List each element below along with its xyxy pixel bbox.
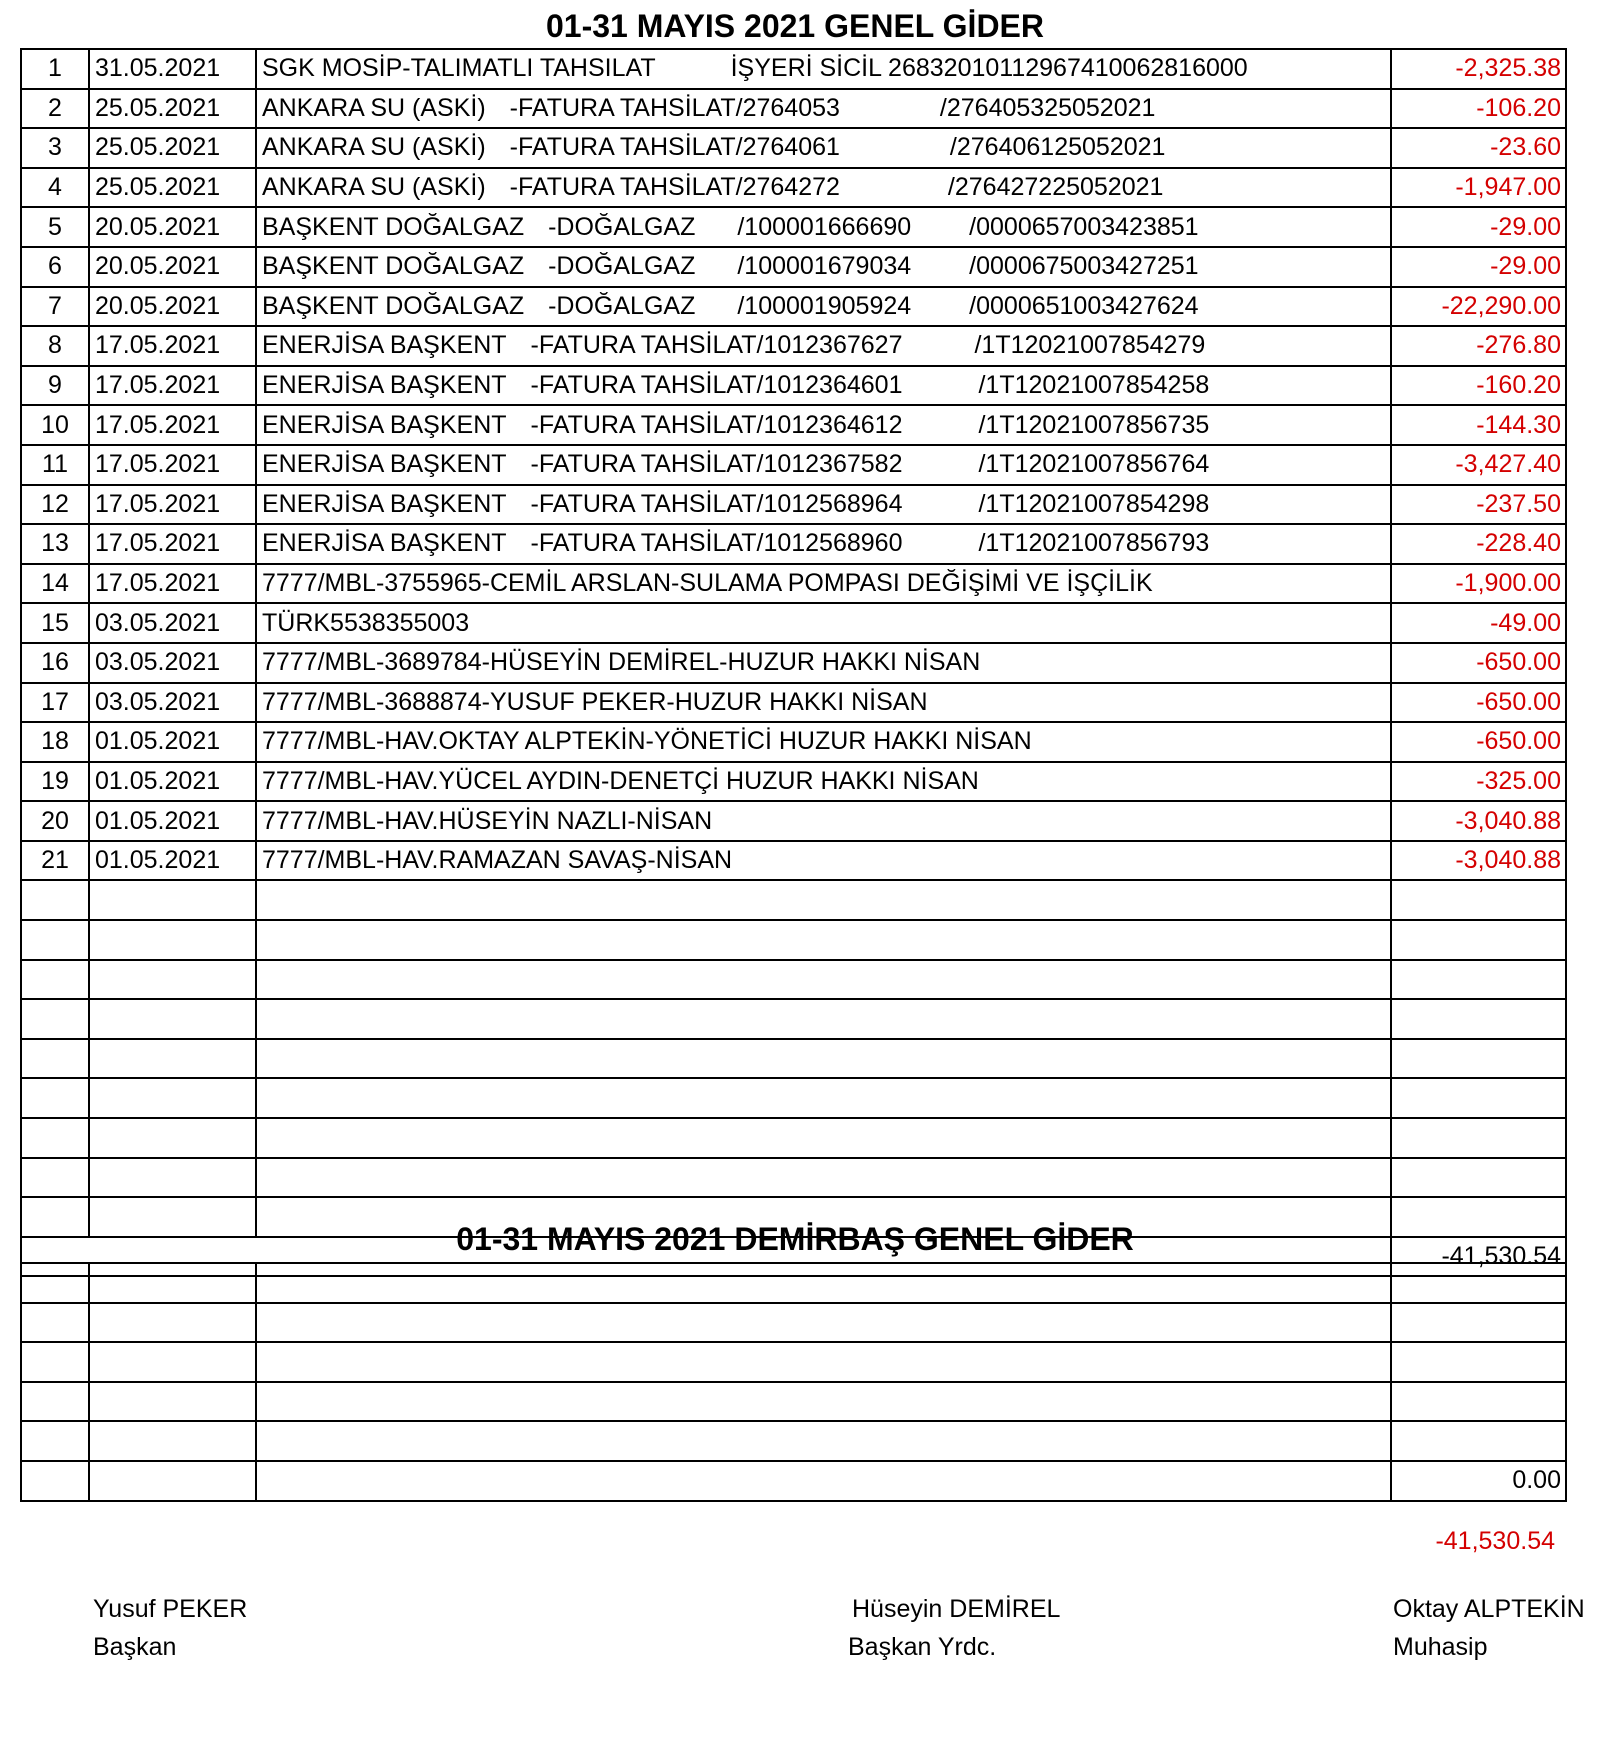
row-description: [256, 89, 1391, 129]
total-row: [21, 1461, 1566, 1501]
table-row: [21, 485, 1566, 525]
row-description: [256, 1461, 1391, 1501]
row-number: [21, 960, 89, 1000]
row-description: [256, 326, 1391, 366]
row-amount: -650.00: [1391, 643, 1566, 683]
empty-row: [21, 1342, 1566, 1382]
row-date: 20.05.2021: [89, 207, 256, 247]
row-number: 11: [21, 445, 89, 485]
row-number: 15: [21, 603, 89, 643]
empty-row: [21, 1118, 1566, 1158]
row-date: 31.05.2021: [89, 49, 256, 89]
description-segment: -DOĞALGAZ: [548, 252, 696, 281]
row-date: 25.05.2021: [89, 128, 256, 168]
row-date: 01.05.2021: [89, 841, 256, 881]
signature-role: Muhasip: [1393, 1633, 1488, 1661]
signature-role: Başkan: [93, 1633, 177, 1661]
row-number: 3: [21, 128, 89, 168]
description-segment: /0000651003427624: [969, 291, 1199, 320]
row-description: [256, 841, 1391, 881]
row-description: [256, 643, 1391, 683]
row-number: [21, 1461, 89, 1501]
row-description: [256, 564, 1391, 604]
row-date: 17.05.2021: [89, 445, 256, 485]
empty-row: [21, 1263, 1566, 1303]
fixed-total: 0.00: [1391, 1461, 1566, 1501]
row-date: 20.05.2021: [89, 247, 256, 287]
description-segment: -DOĞALGAZ: [548, 212, 696, 241]
description-segment: /276427225052021: [947, 173, 1164, 202]
table-row: [21, 603, 1566, 643]
row-amount: -23.60: [1391, 128, 1566, 168]
description-segment: /100001679034: [737, 252, 912, 281]
row-date: [89, 1263, 256, 1303]
row-amount: -650.00: [1391, 722, 1566, 762]
table-row: [21, 207, 1566, 247]
table-row: [21, 445, 1566, 485]
row-number: [21, 1263, 89, 1303]
row-date: [89, 920, 256, 960]
description-segment: BAŞKENT DOĞALGAZ: [262, 291, 525, 320]
general-expense-title: 01-31 MAYIS 2021 GENEL GİDER: [546, 8, 1044, 44]
table-row: [21, 128, 1566, 168]
row-number: [21, 1303, 89, 1343]
row-description: [256, 1118, 1391, 1158]
description-segment: /100001666690: [737, 212, 912, 241]
row-date: 25.05.2021: [89, 168, 256, 208]
row-number: 8: [21, 326, 89, 366]
row-amount: -160.20: [1391, 366, 1566, 406]
row-description: [256, 960, 1391, 1000]
table-row: [21, 722, 1566, 762]
row-date: [89, 960, 256, 1000]
row-date: [89, 1461, 256, 1501]
signature-role: Başkan Yrdc.: [848, 1633, 997, 1661]
row-number: [21, 1382, 89, 1422]
row-date: 25.05.2021: [89, 89, 256, 129]
row-amount: [1391, 880, 1566, 920]
general-expense-table: [20, 48, 1567, 1277]
row-amount: -325.00: [1391, 762, 1566, 802]
row-date: [89, 999, 256, 1039]
table-row: [21, 49, 1566, 89]
row-amount: [1391, 1303, 1566, 1343]
description-segment: 7777/MBL-3755965-CEMİL ARSLAN-SULAMA POMPASI DEĞİŞİMİ VE İŞÇİLİK: [262, 569, 1153, 598]
row-date: [89, 1421, 256, 1461]
row-description: [256, 287, 1391, 327]
row-amount: -1,947.00: [1391, 168, 1566, 208]
fixed-asset-expense-title: 01-31 MAYIS 2021 DEMİRBAŞ GENEL GİDER: [456, 1221, 1134, 1257]
row-description: [256, 762, 1391, 802]
row-description: [256, 801, 1391, 841]
row-number: [21, 920, 89, 960]
row-number: [21, 1078, 89, 1118]
row-description: [256, 128, 1391, 168]
row-description: [256, 1263, 1391, 1303]
row-date: 17.05.2021: [89, 326, 256, 366]
row-amount: [1391, 920, 1566, 960]
table-row: [21, 683, 1566, 723]
row-amount: [1391, 1382, 1566, 1422]
row-number: 12: [21, 485, 89, 525]
description-segment: /1T12021007854258: [978, 371, 1210, 400]
table-row: [21, 247, 1566, 287]
row-amount: -3,040.88: [1391, 841, 1566, 881]
row-description: [256, 1078, 1391, 1118]
row-description: [256, 603, 1391, 643]
row-description: [256, 999, 1391, 1039]
table-row: [21, 326, 1566, 366]
row-description: [256, 524, 1391, 564]
empty-row: [21, 999, 1566, 1039]
row-number: 5: [21, 207, 89, 247]
row-number: 1: [21, 49, 89, 89]
description-segment: ENERJİSA BAŞKENT: [262, 331, 507, 360]
description-segment: TÜRK5538355003: [262, 608, 470, 637]
table-row: [21, 841, 1566, 881]
row-date: [89, 1382, 256, 1422]
empty-row: [21, 1158, 1566, 1198]
empty-row: [21, 960, 1566, 1000]
table-row: [21, 89, 1566, 129]
row-description: [256, 207, 1391, 247]
description-segment: ENERJİSA BAŞKENT: [262, 529, 507, 558]
signature-president: [93, 1590, 247, 1666]
row-number: [21, 1158, 89, 1198]
table-row: [21, 366, 1566, 406]
row-number: [21, 1039, 89, 1079]
row-description: [256, 1303, 1391, 1343]
table-row: [21, 801, 1566, 841]
description-segment: -FATURA TAHSİLAT/2764061: [509, 133, 840, 162]
empty-row: [21, 1078, 1566, 1118]
description-segment: 7777/MBL-HAV.HÜSEYİN NAZLI-NİSAN: [262, 806, 713, 835]
row-date: [89, 1078, 256, 1118]
row-number: 13: [21, 524, 89, 564]
row-amount: [1391, 1078, 1566, 1118]
row-date: 01.05.2021: [89, 722, 256, 762]
row-amount: [1391, 1158, 1566, 1198]
row-description: [256, 1342, 1391, 1382]
description-segment: /1T12021007856793: [978, 529, 1210, 558]
description-segment: -FATURA TAHSİLAT/1012364612: [530, 410, 903, 439]
row-date: [89, 1118, 256, 1158]
row-date: [89, 1303, 256, 1343]
description-segment: -FATURA TAHSİLAT/1012568960: [530, 529, 903, 558]
empty-row: [21, 1039, 1566, 1079]
row-number: [21, 1342, 89, 1382]
row-amount: -3,040.88: [1391, 801, 1566, 841]
signature-name: Yusuf PEKER: [93, 1595, 248, 1623]
row-description: [256, 1039, 1391, 1079]
row-description: [256, 366, 1391, 406]
table-row: [21, 643, 1566, 683]
description-segment: 7777/MBL-3688874-YUSUF PEKER-HUZUR HAKKI NİSAN: [262, 687, 928, 716]
description-segment: /1T12021007854298: [978, 489, 1210, 518]
row-number: 6: [21, 247, 89, 287]
row-date: 17.05.2021: [89, 485, 256, 525]
row-amount: -29.00: [1391, 247, 1566, 287]
description-segment: /1T12021007856764: [978, 450, 1210, 479]
row-amount: [1391, 960, 1566, 1000]
empty-row: [21, 920, 1566, 960]
description-segment: /100001905924: [737, 291, 912, 320]
signature-name: Oktay ALPTEKİN: [1393, 1595, 1585, 1623]
row-amount: -22,290.00: [1391, 287, 1566, 327]
row-number: 10: [21, 405, 89, 445]
row-amount: -144.30: [1391, 405, 1566, 445]
description-segment: -FATURA TAHSİLAT/2764053: [509, 93, 840, 122]
row-number: 9: [21, 366, 89, 406]
row-description: [256, 1158, 1391, 1198]
empty-row: [21, 880, 1566, 920]
row-date: [89, 1342, 256, 1382]
row-amount: [1391, 1118, 1566, 1158]
row-description: [256, 445, 1391, 485]
row-amount: -228.40: [1391, 524, 1566, 564]
row-amount: -276.80: [1391, 326, 1566, 366]
signature-vice-president: [848, 1590, 1060, 1666]
description-segment: ANKARA SU (ASKİ): [262, 93, 486, 122]
row-description: [256, 485, 1391, 525]
description-segment: 7777/MBL-HAV.RAMAZAN SAVAŞ-NİSAN: [262, 846, 733, 875]
description-segment: /276405325052021: [939, 93, 1156, 122]
row-amount: -3,427.40: [1391, 445, 1566, 485]
row-date: 17.05.2021: [89, 524, 256, 564]
row-date: 03.05.2021: [89, 683, 256, 723]
description-segment: -FATURA TAHSİLAT/1012367627: [530, 331, 903, 360]
row-number: 20: [21, 801, 89, 841]
description-segment: -FATURA TAHSİLAT/1012364601: [530, 371, 903, 400]
row-amount: -1,900.00: [1391, 564, 1566, 604]
row-date: 17.05.2021: [89, 366, 256, 406]
description-segment: 7777/MBL-HAV.OKTAY ALPTEKİN-YÖNETİCİ HUZUR HAKKI NİSAN: [262, 727, 1032, 756]
row-amount: [1391, 999, 1566, 1039]
description-segment: ENERJİSA BAŞKENT: [262, 450, 507, 479]
row-amount: [1391, 1421, 1566, 1461]
table-row: [21, 287, 1566, 327]
row-amount: -29.00: [1391, 207, 1566, 247]
row-description: [256, 405, 1391, 445]
row-amount: [1391, 1039, 1566, 1079]
row-number: 21: [21, 841, 89, 881]
description-segment: ENERJİSA BAŞKENT: [262, 410, 507, 439]
row-number: 14: [21, 564, 89, 604]
description-segment: ANKARA SU (ASKİ): [262, 133, 486, 162]
row-number: 18: [21, 722, 89, 762]
row-number: 7: [21, 287, 89, 327]
description-segment: -FATURA TAHSİLAT/2764272: [509, 173, 840, 202]
row-date: [89, 880, 256, 920]
row-description: [256, 1382, 1391, 1422]
table-row: [21, 564, 1566, 604]
row-description: [256, 1421, 1391, 1461]
description-segment: /1T12021007854279: [974, 331, 1206, 360]
row-amount: -650.00: [1391, 683, 1566, 723]
description-segment: SGK MOSİP-TALIMATLI TAHSILAT: [262, 54, 656, 83]
row-date: 20.05.2021: [89, 287, 256, 327]
empty-row: [21, 1303, 1566, 1343]
row-date: 01.05.2021: [89, 801, 256, 841]
row-number: 4: [21, 168, 89, 208]
table-row: [21, 524, 1566, 564]
description-segment: ANKARA SU (ASKİ): [262, 173, 486, 202]
row-amount: -237.50: [1391, 485, 1566, 525]
row-date: 03.05.2021: [89, 643, 256, 683]
table-row: [21, 405, 1566, 445]
row-amount: [1391, 1342, 1566, 1382]
description-segment: BAŞKENT DOĞALGAZ: [262, 252, 525, 281]
signature-name: Hüseyin DEMİREL: [852, 1595, 1061, 1623]
description-segment: -DOĞALGAZ: [548, 291, 696, 320]
description-segment: /0000657003423851: [969, 212, 1199, 241]
description-segment: 7777/MBL-3689784-HÜSEYİN DEMİREL-HUZUR HAKKI NİSAN: [262, 648, 981, 677]
general-total: -41,530.54: [1391, 1237, 1566, 1277]
fixed-asset-expense-table: [20, 1262, 1567, 1502]
row-date: 03.05.2021: [89, 603, 256, 643]
description-segment: /276406125052021: [949, 133, 1166, 162]
row-amount: -49.00: [1391, 603, 1566, 643]
grand-total: -41,530.54: [1435, 1527, 1555, 1555]
description-segment: /0000675003427251: [969, 252, 1199, 281]
description-segment: 7777/MBL-HAV.YÜCEL AYDIN-DENETÇİ HUZUR HAKKI NİSAN: [262, 766, 979, 795]
row-description: [256, 920, 1391, 960]
description-segment: -FATURA TAHSİLAT/1012568964: [530, 489, 903, 518]
row-description: [256, 683, 1391, 723]
row-number: [21, 1118, 89, 1158]
description-segment: ENERJİSA BAŞKENT: [262, 489, 507, 518]
row-date: 17.05.2021: [89, 405, 256, 445]
row-number: 16: [21, 643, 89, 683]
row-amount: -106.20: [1391, 89, 1566, 129]
row-date: [89, 1158, 256, 1198]
row-number: 2: [21, 89, 89, 129]
table-row: [21, 168, 1566, 208]
description-segment: -FATURA TAHSİLAT/1012367582: [530, 450, 903, 479]
description-segment: /1T12021007856735: [978, 410, 1210, 439]
signature-accountant: [1393, 1590, 1585, 1666]
description-segment: ENERJİSA BAŞKENT: [262, 371, 507, 400]
row-date: 17.05.2021: [89, 564, 256, 604]
table-row: [21, 762, 1566, 802]
row-number: 17: [21, 683, 89, 723]
row-number: [21, 999, 89, 1039]
row-amount: -2,325.38: [1391, 49, 1566, 89]
row-description: [256, 168, 1391, 208]
description-segment: BAŞKENT DOĞALGAZ: [262, 212, 525, 241]
empty-row: [21, 1382, 1566, 1422]
row-date: [89, 1039, 256, 1079]
row-description: [256, 880, 1391, 920]
row-amount: [1391, 1263, 1566, 1303]
description-segment: İŞYERİ SİCİL 2683201011296741006281600​0: [730, 54, 1248, 83]
row-description: [256, 49, 1391, 89]
empty-row: [21, 1421, 1566, 1461]
row-date: 01.05.2021: [89, 762, 256, 802]
row-description: [256, 247, 1391, 287]
row-number: 19: [21, 762, 89, 802]
row-number: [21, 880, 89, 920]
row-number: [21, 1421, 89, 1461]
row-description: [256, 722, 1391, 762]
